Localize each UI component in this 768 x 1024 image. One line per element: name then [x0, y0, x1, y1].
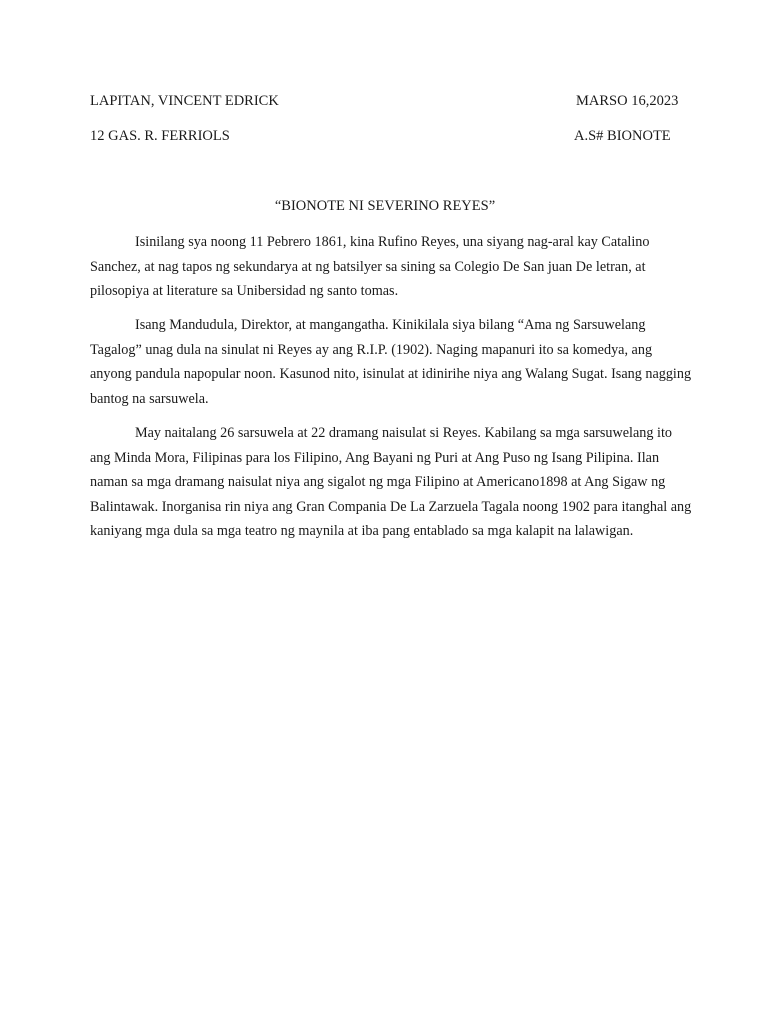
paragraph-line: Tagalog” unag dula na sinulat ni Reyes ay ang R.I.P. (1902). Naging mapanuri ito sa komedya, ang	[90, 341, 653, 358]
header-row-section-assignment	[90, 126, 680, 146]
paragraph-line: Isang Mandudula, Direktor, at mangangatha. Kinikilala siya bilang “Ama ng Sarsuwelang	[135, 317, 646, 333]
paragraph-line: Balintawak. Inorganisa rin niya ang Gran Compania De La Zarzuela Tagala noong 1902 para itanghal ang	[90, 498, 692, 515]
paragraph-line: anyong pandula napopular noon. Kasunod nito, isinulat at idinirihe niya ang Walang Sugat. Isang nagging	[90, 366, 692, 383]
student-name: LAPITAN, VINCENT EDRICK	[90, 93, 279, 109]
paragraph-1	[90, 230, 682, 304]
document-title: “BIONOTE NI SEVERINO REYES”	[274, 198, 496, 214]
paragraph-line: naman sa mga dramang naisulat niya ang sigalot ng mga Filipino at Americano1898 at Ang Sigaw ng	[90, 474, 666, 491]
paragraph-line: Isinilang sya noong 11 Pebrero 1861, kina Rufino Reyes, una siyang nag-aral kay Catalino	[135, 234, 650, 250]
header-row-name-date	[90, 91, 680, 111]
document-date: MARSO 16,2023	[576, 93, 679, 109]
assignment-label: A.S# BIONOTE	[574, 128, 671, 144]
paragraph-line: ang Minda Mora, Filipinas para los Filipino, Ang Bayani ng Puri at Ang Puso ng Isang Pilipina. Ilan	[90, 449, 660, 466]
paragraph-line: Sanchez, at nag tapos ng sekundarya at ng batsilyer sa sining sa Colegio De San juan De letran, at	[90, 258, 646, 275]
paragraph-3	[90, 421, 692, 544]
paragraph-line: May naitalang 26 sarsuwela at 22 dramang naisulat si Reyes. Kabilang sa mga sarsuwelang ito	[135, 425, 673, 441]
paragraph-line: bantog na sarsuwela.	[90, 390, 209, 407]
paragraph-2	[90, 313, 692, 411]
student-section: 12 GAS. R. FERRIOLS	[90, 128, 230, 144]
paragraph-line: pilosopiya at literature sa Unibersidad ng santo tomas.	[90, 283, 399, 300]
paragraph-line: kaniyang mga dula sa mga teatro ng maynila at iba pang entablado sa mga kalapit na lalawigan.	[90, 523, 634, 540]
